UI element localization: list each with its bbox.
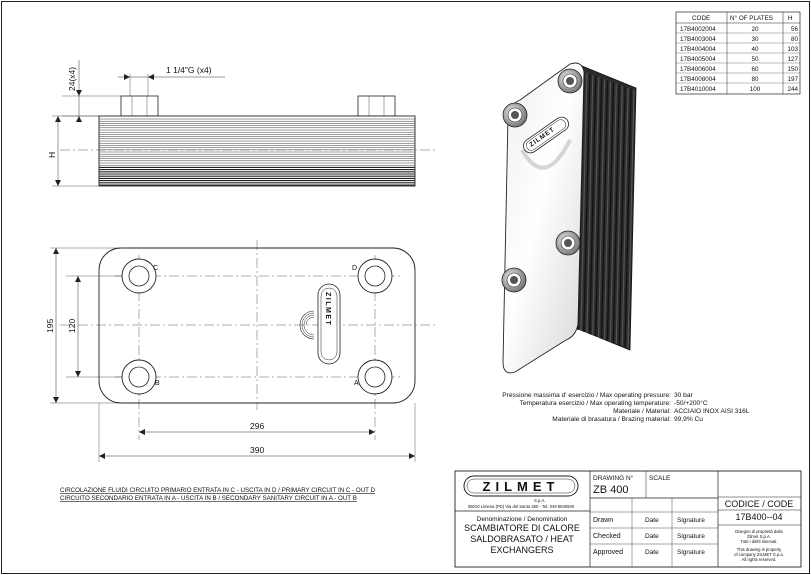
date-label: Date: [645, 533, 659, 540]
table-cell-h: 244: [787, 86, 798, 93]
port-vertical-dimension: 120: [67, 318, 77, 333]
copyright-line: Zilmet S.p.A.: [747, 534, 771, 539]
table-header-code: CODE: [692, 15, 711, 22]
table-cell-code: 17B4010004: [680, 86, 716, 93]
property-label: Pressione massima d' esercizio / Max operating pressure:: [502, 392, 671, 399]
product-brand: ZILMET: [528, 126, 557, 149]
property-value: -50/+200°C: [674, 400, 708, 407]
denomination-line-2: SALDOBRASATO / HEAT: [470, 534, 574, 544]
company-address: 35010 Limena (PD) Via del Santo 260 - Tel. 049 8840500: [467, 504, 575, 509]
overall-height-dimension: 195: [45, 318, 55, 333]
table-cell-h: 197: [787, 76, 798, 83]
table-header-plates: N° OF PLATES: [730, 15, 773, 22]
product-3d-view: [502, 63, 636, 373]
table-cell-plates: 20: [751, 26, 759, 33]
product-port-top-left: [503, 103, 527, 127]
signature-label: Signature: [677, 533, 705, 540]
property-label: Materiale di brasatura / Brazing material:: [552, 416, 671, 423]
property-value: ACCIAIO INOX AISI 316L: [674, 408, 750, 415]
table-cell-h: 103: [787, 46, 798, 53]
product-port-bottom-left: [502, 268, 526, 292]
code-label: CODICE / CODE: [724, 499, 794, 509]
title-logo-text: ZILMET: [482, 479, 560, 494]
drawn-label: Drawn: [593, 517, 614, 524]
table-cell-plates: 60: [751, 66, 759, 73]
port-a: [358, 360, 392, 394]
copyright-line: of company ZILMET S.p.a.: [734, 552, 784, 557]
copyright-line: Tutti i diritti riservati.: [740, 539, 778, 544]
copyright-line: All rights reserved.: [741, 557, 777, 562]
circuit-note-secondary: CIRCUITO SECONDARIO ENTRATA IN A - USCITA IN B / SECONDARY SANITARY CIRCUIT IN A - OUT B: [60, 495, 357, 502]
denomination-line-3: EXCHANGERS: [490, 545, 554, 555]
date-label: Date: [645, 549, 659, 556]
table-cell-plates: 40: [751, 46, 759, 53]
signature-label: Signature: [677, 549, 705, 556]
port-d: [358, 259, 392, 293]
side-view: [52, 60, 435, 186]
table-cell-code: 17B4004004: [680, 46, 716, 53]
overall-length-dimension: 390: [250, 445, 265, 455]
table-cell-plates: 30: [751, 36, 759, 43]
table-cell-h: 150: [787, 66, 798, 73]
denomination-line-1: SCAMBIATORE DI CALORE: [464, 523, 580, 533]
table-cell-plates: 100: [749, 86, 761, 93]
checked-label: Checked: [593, 533, 621, 540]
port-label-d: D: [352, 265, 358, 272]
property-value: 99,9% Cu: [674, 416, 703, 423]
property-label: Materiale / Material:: [613, 408, 671, 415]
table-cell-plates: 50: [751, 56, 759, 63]
property-value: 30 bar: [674, 392, 693, 399]
table-cell-code: 17B4003004: [680, 36, 716, 43]
table-cell-plates: 80: [751, 76, 759, 83]
signature-label: Signature: [677, 517, 705, 524]
property-label: Temperatura esercizio / Max operating temperature:: [519, 400, 671, 407]
copyright-line: This drawing is property: [736, 547, 782, 552]
copyright-line: Disegno di proprietà della: [735, 529, 783, 534]
table-header-h: H: [788, 15, 793, 22]
denomination-label: Denominazione / Denomination: [476, 516, 568, 523]
table-cell-code: 17B4008004: [680, 76, 716, 83]
drawing-no-value: ZB 400: [593, 484, 629, 496]
port-label-a: A: [354, 380, 359, 387]
port-label-c: C: [153, 265, 159, 272]
product-port-top-right: [558, 69, 582, 93]
drawing-no-label: DRAWING N°: [593, 475, 634, 482]
date-label: Date: [645, 517, 659, 524]
table-cell-code: 17B4006004: [680, 66, 716, 73]
port-c: [122, 259, 159, 293]
table-cell-h: 56: [790, 26, 798, 33]
nozzle-height-dimension: 24(x4): [67, 66, 77, 91]
port-horizontal-dimension: 296: [250, 421, 265, 431]
front-view: [50, 240, 435, 462]
circuit-note-primary: CIRCOLAZIONE FLUIDI CIRCUITO PRIMARIO ENTRATA IN C - USCITA IN D / PRIMARY CIRCUIT IN C - OUT D: [60, 487, 376, 494]
table-cell-code: 17B4002004: [680, 26, 716, 33]
properties-list: [502, 392, 750, 423]
table-cell-h: 80: [790, 36, 798, 43]
table-cell-h: 127: [787, 56, 798, 63]
table-cell-code: 17B4005004: [680, 56, 716, 63]
approved-label: Approved: [593, 549, 623, 556]
code-value: 17B400--04: [735, 512, 783, 522]
port-b: [122, 360, 156, 394]
port-label-b: B: [155, 380, 160, 387]
embossed-brand: ZILMET: [324, 292, 331, 327]
height-dimension: H: [47, 151, 57, 158]
product-port-bottom-right: [556, 231, 580, 255]
title-logo-sub: S.p.A.: [534, 498, 546, 503]
connection-dimension: 1 1/4"G (x4): [166, 65, 212, 75]
scale-label: SCALE: [649, 475, 671, 482]
